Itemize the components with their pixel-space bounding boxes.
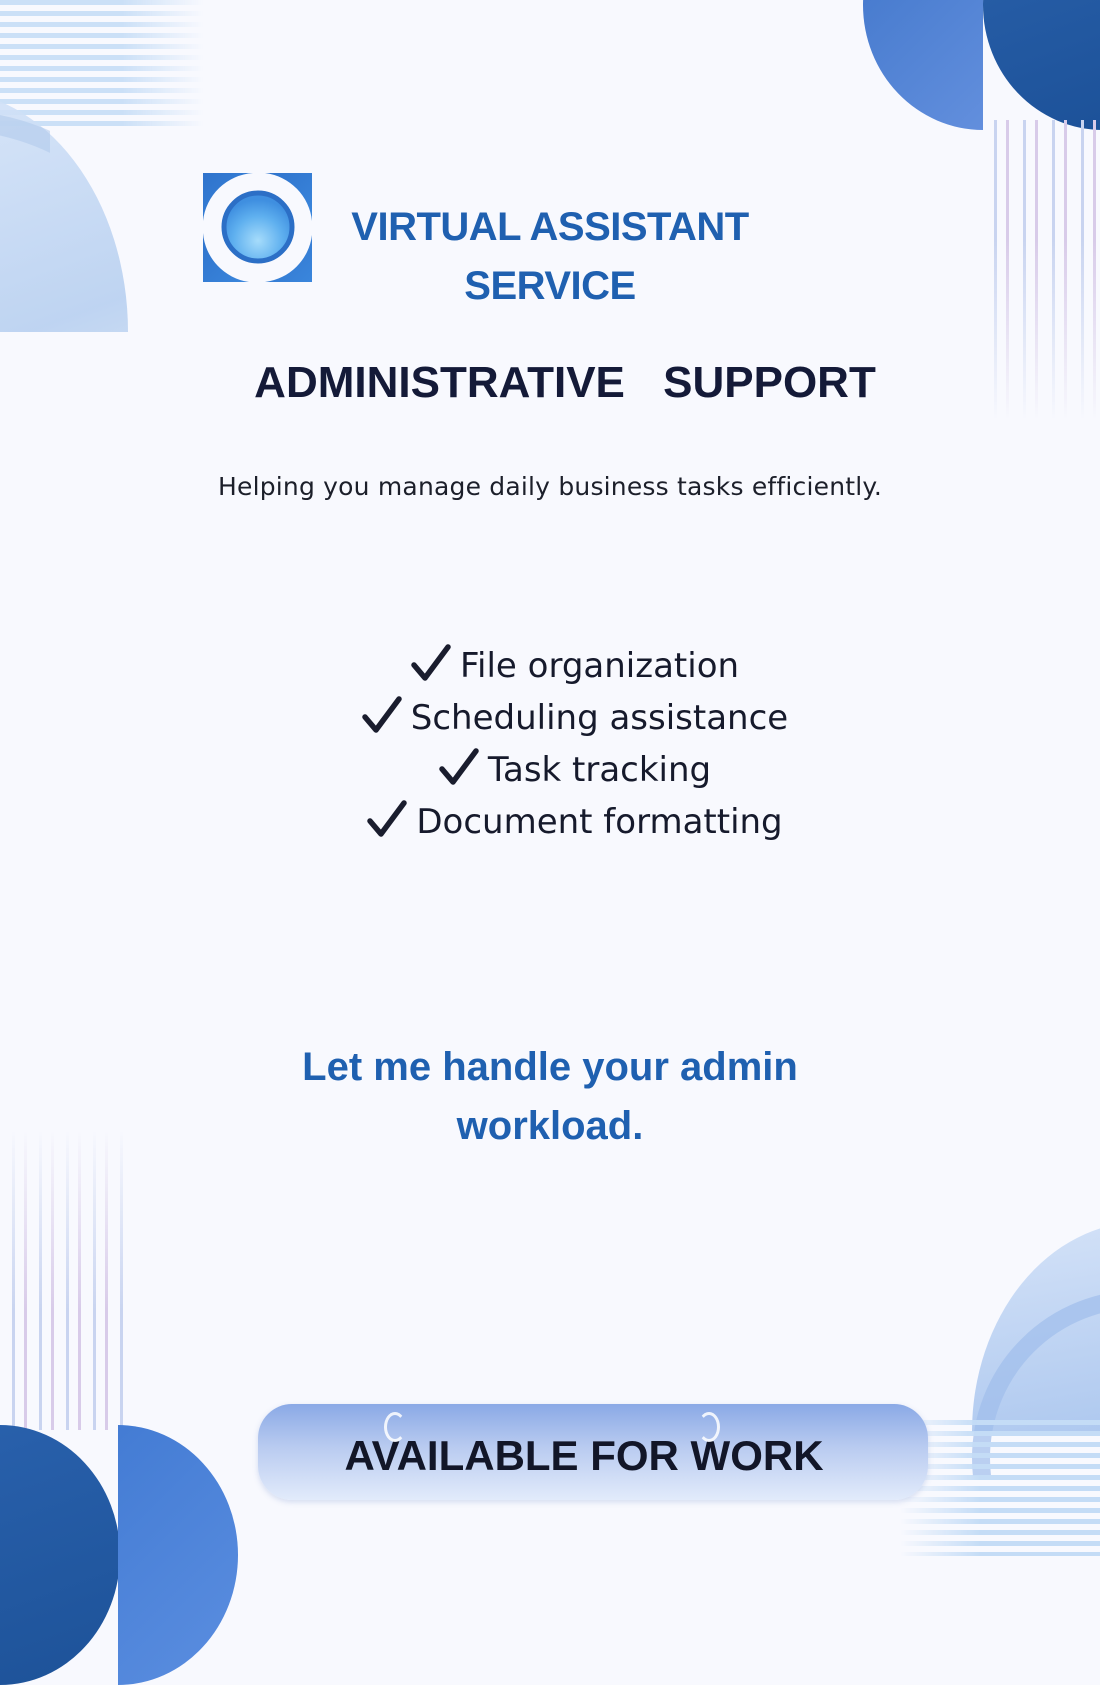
list-item-label: File organization — [459, 646, 740, 686]
corner-stripes-decoration — [900, 1420, 1100, 1556]
checkmark-icon — [439, 747, 479, 787]
call-to-action — [270, 1038, 830, 1156]
vertical-lines-decoration — [980, 120, 1100, 420]
checkmark-icon — [362, 695, 402, 735]
corner-circle-decoration — [983, 0, 1100, 130]
logo-icon — [203, 173, 312, 282]
cta-line: Let me handle your admin — [302, 1045, 798, 1089]
checkmark-icon — [411, 643, 451, 683]
list-item — [250, 744, 900, 796]
cta-line: workload. — [456, 1104, 644, 1148]
corner-arc-decoration — [0, 110, 200, 610]
list-item-label: Scheduling assistance — [410, 698, 789, 738]
list-item-label: Document formatting — [416, 802, 783, 842]
ring-decoration — [384, 1412, 406, 1442]
list-item — [250, 796, 900, 848]
corner-stripes-decoration — [0, 0, 204, 130]
title-line: VIRTUAL ASSISTANT — [351, 205, 749, 249]
available-for-work-button[interactable] — [258, 1404, 928, 1500]
services-list — [250, 640, 900, 848]
ring-decoration — [698, 1412, 720, 1442]
vertical-lines-decoration — [0, 1130, 130, 1430]
list-item — [250, 640, 900, 692]
checkmark-icon — [367, 799, 407, 839]
list-item — [250, 692, 900, 744]
corner-circle-decoration — [0, 1425, 120, 1685]
title-line: SERVICE — [464, 264, 636, 308]
list-item-label: Task tracking — [487, 750, 712, 790]
tagline: Helping you manage daily business tasks efficiently. — [217, 472, 882, 501]
section-heading: ADMINISTRATIVE SUPPORT — [254, 358, 876, 407]
page-title — [330, 198, 770, 316]
button-label: AVAILABLE FOR WORK — [344, 1432, 824, 1479]
